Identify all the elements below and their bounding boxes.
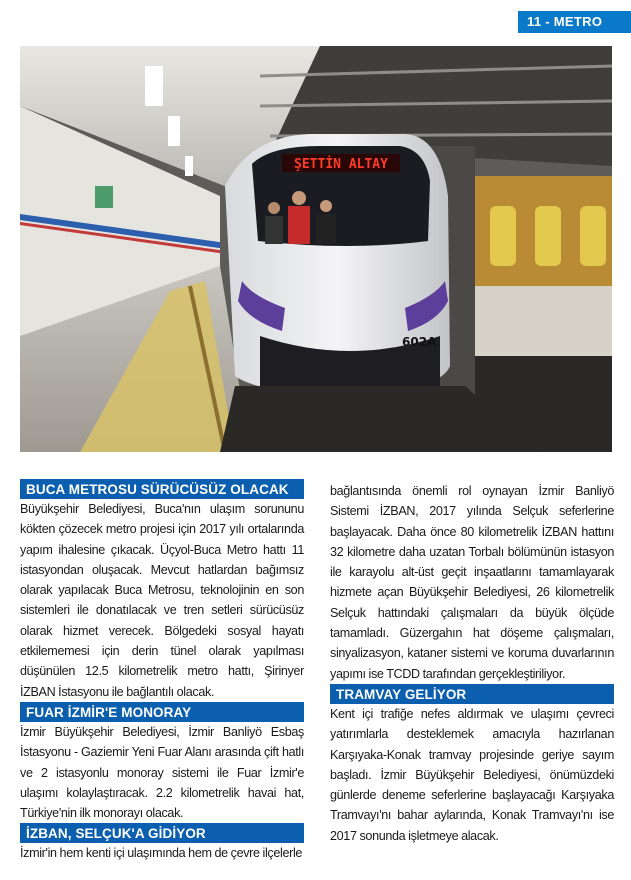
section-body-izban-selcuk: İzmir'in hem kenti içi ulaşımında hem de çevre ilçelerle [20, 846, 303, 861]
right-text-column [330, 481, 614, 846]
section-body-buca-metro: Büyükşehir Belediyesi, Buca'nın ulaşım sorununu kökten çözecek metro projesi için 2017 yılı ortalarında yapım ihalesine çıkacak. Üçyol-Buca Metro hattı 11 istasyondan oluşacak. Mevcut hatlardan bağımsız olarak yapılacak Buca Metrosu, teknolojinin en son sistemleri ile donatılacak ve tren setleri sürücüsüz olarak hizmet verecek. Bölgedeki sosyal hayatı etkilememesi için derin tünel olarak yapılması düşünülen 12.5 kilometrelik metro hattı, Şirinyer İZBAN İstasyonu ile bağlantılı olacak. [20, 502, 304, 699]
metro-train-photo [20, 46, 612, 452]
section-heading-buca-metro: BUCA METROSU SÜRÜCÜSÜZ OLACAK [20, 479, 304, 499]
destination-sign: ŞETTİN ALTAY [294, 157, 388, 172]
section-heading-tramvay: TRAMVAY GELİYOR [330, 684, 614, 704]
section-heading-izban-selcuk: İZBAN, SELÇUK'A GİDİYOR [20, 823, 304, 843]
page-section-tag: 11 - METRO [518, 11, 631, 33]
section-body-izban-continued: bağlantısında önemli rol oynayan İzmir Banliyö Sistemi İZBAN, 2017 yılında Selçuk seferlerine başlayacak. Daha önce 80 kilometrelik İZBAN hattını 32 kilometre daha uzatan Torbalı bölümünün istasyon ile karayolu alt-üst geçit inşaatlarını tamamlayarak hizmete açan Büyükşehir Belediyesi, 26 kilometrelik Selçuk hattındaki çalışmaları da büyük ölçüde tamamladı. Güzergahın hat döşeme çalışmaları, sinyalizasyon, kataner sistemi ve koruma duvarlarının yapımı ise TCDD tarafından gerçekleştiriliyor. [330, 484, 614, 681]
train-number: 602A [402, 335, 437, 349]
section-body-fuar-monoray: İzmir Büyükşehir Belediyesi, İzmir Banliyö Esbaş İstasyonu - Gaziemir Yeni Fuar Alanı arasında çift hatlı ve 2 istasyonlu monoray sistemi ile Fuar İzmir'e ulaşımı kolaylaştıracak. 2.2 kilometrelik havai hat, Türkiye'nin ilk monorayı olacak. [20, 724, 304, 821]
section-heading-fuar-monoray: FUAR İZMİR'E MONORAY [20, 702, 304, 722]
metro-station-illustration [20, 46, 612, 452]
left-text-column [20, 479, 304, 864]
section-body-tramvay: Kent içi trafiğe nefes aldırmak ve ulaşımı çevreci yatırımlarla desteklemek amacıyla hazırlanan Karşıyaka-Konak tramvay projesinde geriye sayım başladı. İzmir Büyükşehir Belediyesi, önümüzdeki günlerde deneme seferlerine başlayacağı Karşıyaka Tramvayı'nı bahar aylarında, Konak Tramvayı'nı ise 2017 sonunda işletmeye alacak. [330, 706, 614, 843]
